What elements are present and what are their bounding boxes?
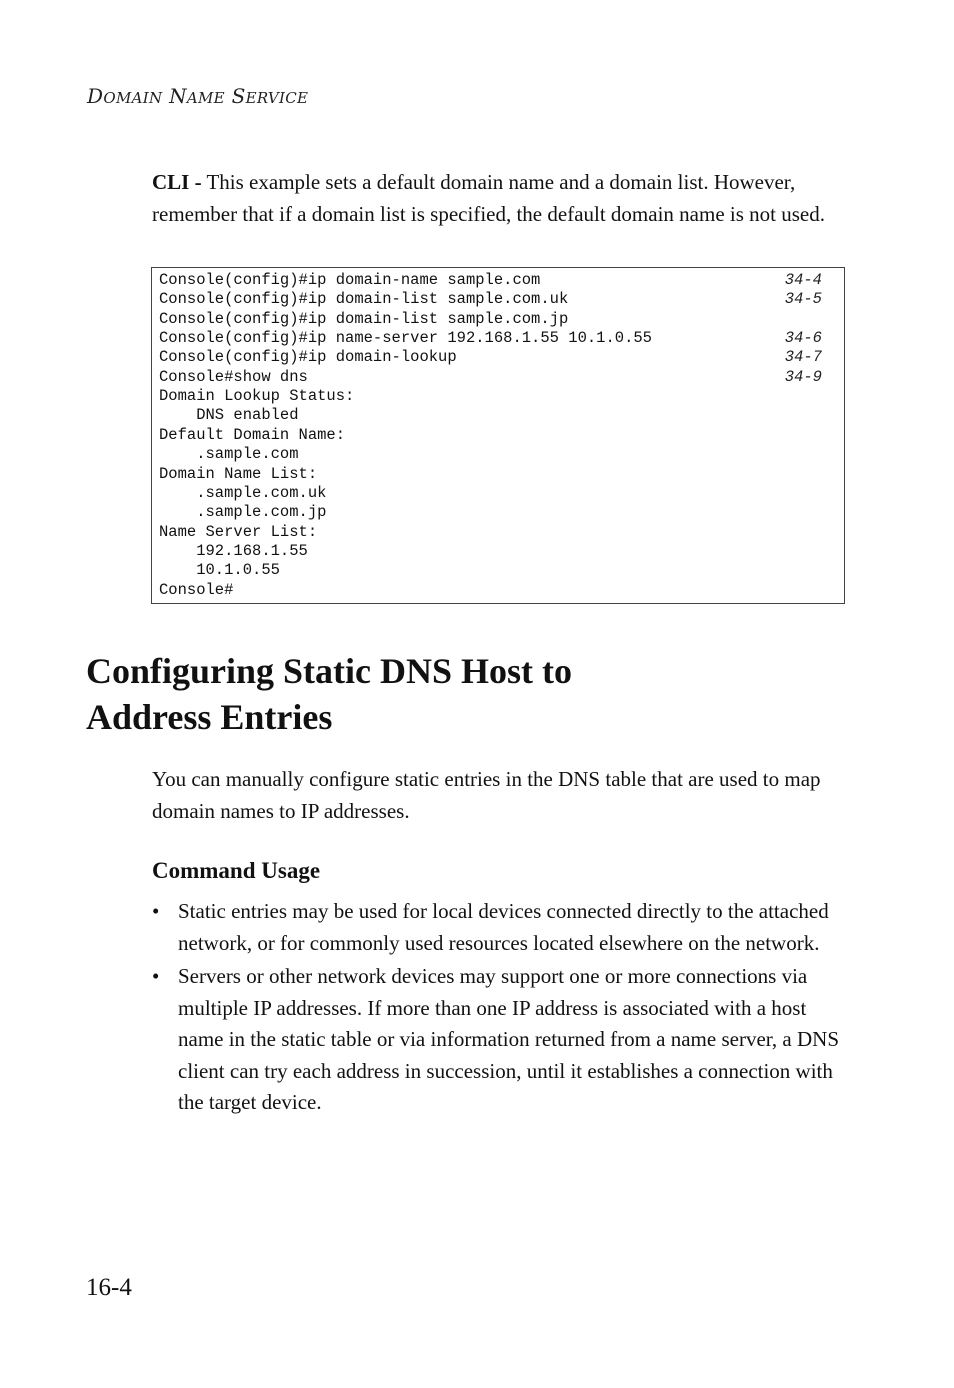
section-title-line-2: Address Entries xyxy=(86,697,333,737)
page-reference: 34-6 xyxy=(784,329,822,348)
bullet-text: Servers or other network devices may support one or more connections via multiple IP addresses. If more than one IP address is associated with a host name in the static table or via information returned from a name server, a DNS client can try each address in succession, until it establishes a connection with the target device. xyxy=(178,964,840,1114)
section-title xyxy=(86,648,786,740)
code-line: .sample.com xyxy=(159,445,299,464)
running-header: DOMAIN NAME SERVICE xyxy=(87,84,309,108)
section-title-line-1: Configuring Static DNS Host to xyxy=(86,651,573,691)
code-line: 192.168.1.55 xyxy=(159,541,308,560)
bullet-text: Static entries may be used for local devices connected directly to the attached network, or for commonly used resources located elsewhere on the network. xyxy=(178,899,829,955)
code-line: Domain Lookup Status: xyxy=(159,387,355,406)
intro-paragraph xyxy=(152,167,852,230)
code-line: Console(config)#ip name-server 192.168.1.55 10.1.0.55 xyxy=(159,329,652,348)
code-example-box xyxy=(151,267,845,604)
code-line: Console# xyxy=(159,580,234,599)
code-line: Console(config)#ip domain-name sample.com xyxy=(159,271,541,289)
bullet-icon: • xyxy=(152,899,160,923)
code-line: DNS enabled xyxy=(159,406,299,425)
code-line: Name Server List: xyxy=(159,522,318,541)
command-usage-list xyxy=(152,896,852,1121)
intro-text: This example sets a default domain name and a domain list. However, remember that if a domain list is specified, the default domain name is not used. xyxy=(152,170,825,226)
page-reference: 34-5 xyxy=(784,290,822,309)
code-line: Default Domain Name: xyxy=(159,425,346,444)
page-reference: 34-7 xyxy=(784,348,822,367)
section-paragraph: You can manually configure static entries in the DNS table that are used to map domain names to IP addresses. xyxy=(152,767,821,823)
page-number: 16-4 xyxy=(86,1274,132,1301)
code-line: Console#show dns xyxy=(159,367,308,386)
bullet-icon: • xyxy=(152,964,160,988)
cli-label: CLI - xyxy=(152,170,202,194)
code-line: .sample.com.uk xyxy=(159,483,327,502)
code-line: 10.1.0.55 xyxy=(159,561,280,580)
code-line: .sample.com.jp xyxy=(159,503,327,522)
code-line: Console(config)#ip domain-list sample.com.jp xyxy=(159,309,569,328)
code-line: Console(config)#ip domain-lookup xyxy=(159,348,457,367)
page-reference: 34-9 xyxy=(784,367,822,386)
list-item xyxy=(152,961,852,1119)
command-usage-heading: Command Usage xyxy=(152,858,321,883)
code-line: Console(config)#ip domain-list sample.com.uk xyxy=(159,290,569,309)
list-item xyxy=(152,896,852,959)
page-reference: 34-4 xyxy=(784,271,822,289)
code-line: Domain Name List: xyxy=(159,464,318,483)
